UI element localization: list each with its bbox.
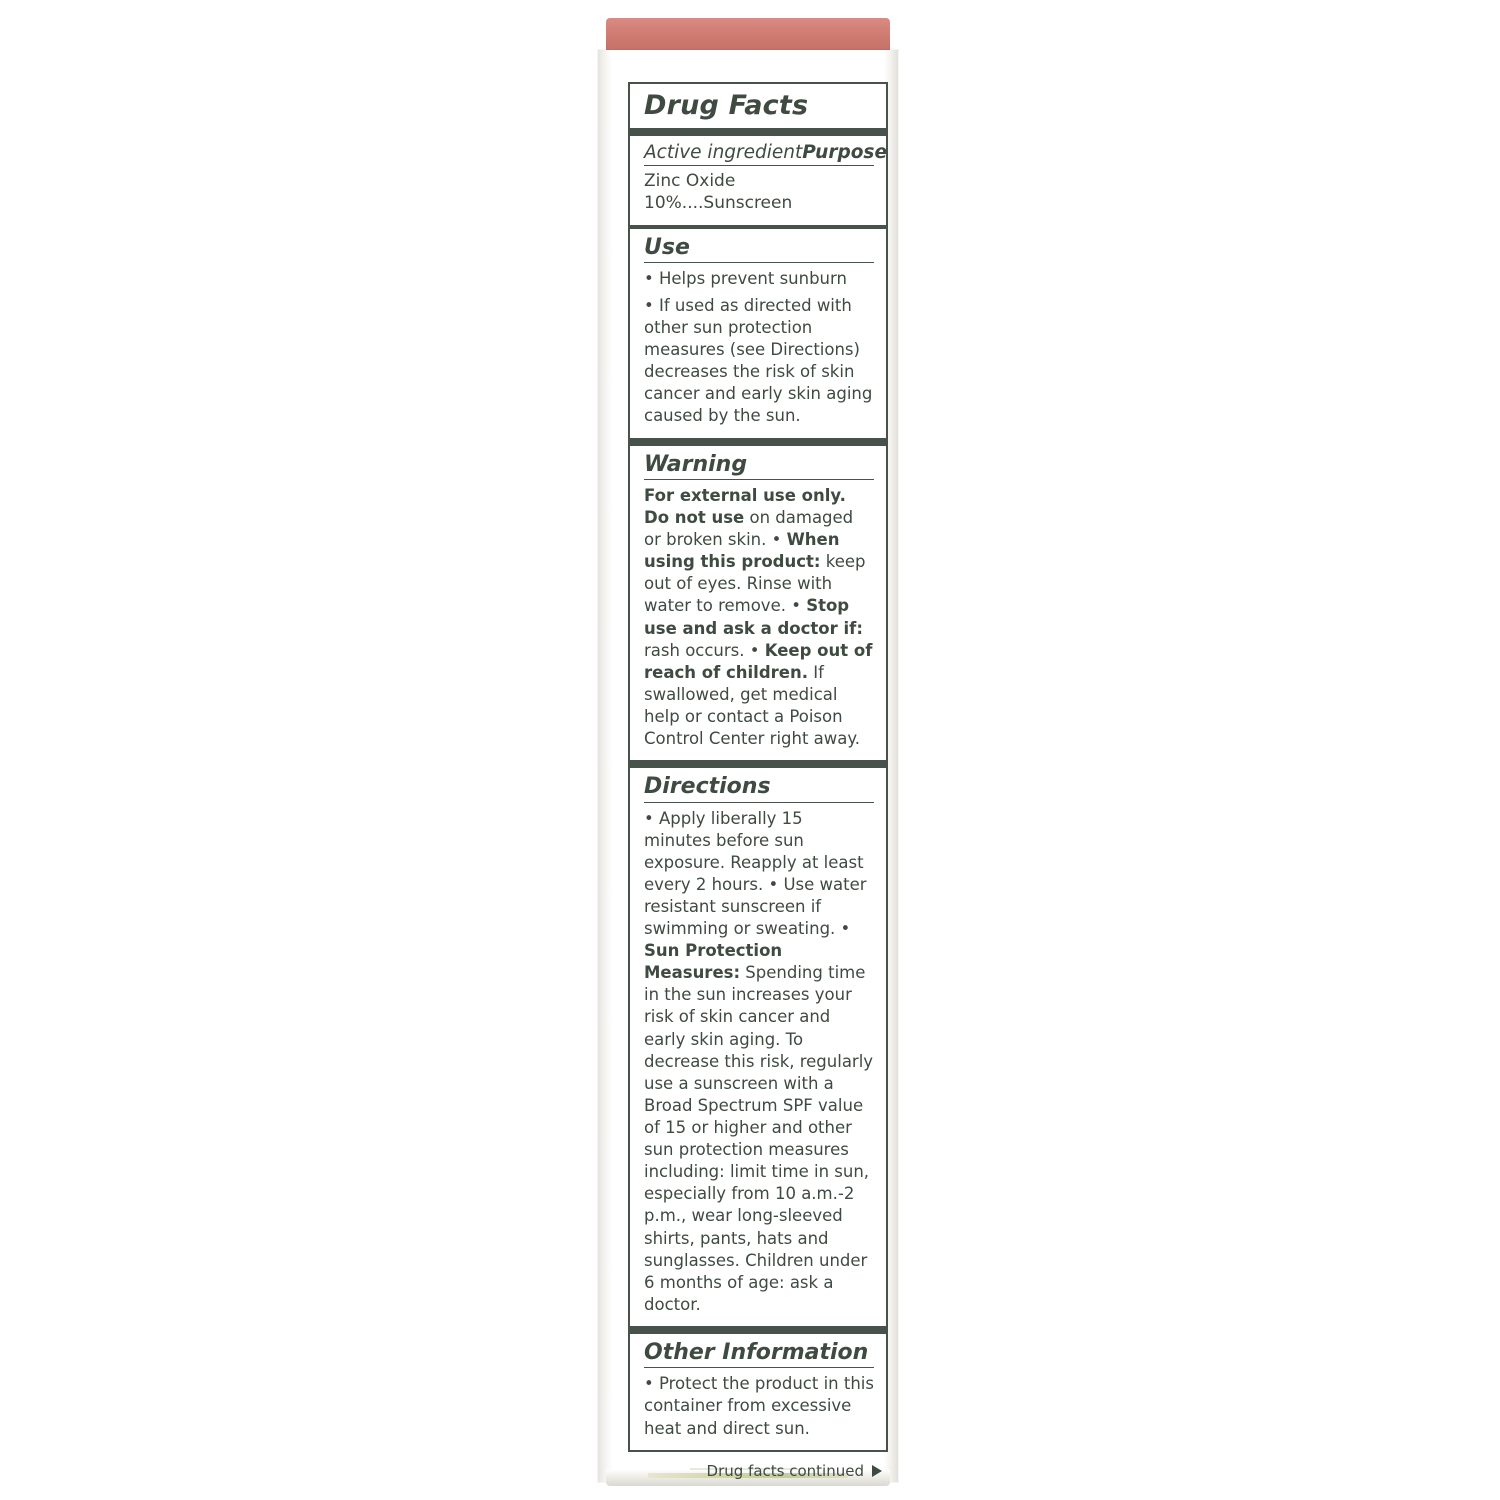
drug-facts-panel <box>628 82 888 1480</box>
other-information-body: • Protect the product in this container from excessive heat and direct sun. <box>644 1374 874 1438</box>
active-ingredient-value: Zinc Oxide 10%....Sunscreen <box>644 171 793 214</box>
warning-section <box>628 440 888 763</box>
other-information-section <box>628 1328 888 1452</box>
directions-heading: Directions <box>644 774 874 802</box>
drug-facts-continued-label: Drug facts continued <box>706 1461 864 1480</box>
drug-facts-continued-footer <box>628 1462 888 1480</box>
use-bullet-2: • If used as directed with other sun protection measures (see Directions) decreases the risk of skin cancer and early skin aging caused by the sun. <box>644 295 873 426</box>
use-heading: Use <box>644 235 874 263</box>
warning-heading: Warning <box>644 452 874 480</box>
warning-body: For external use only. Do not use on damaged or broken skin. • When using this product: keep out of eyes. Rinse with water to remove. • Stop use and ask a doctor if: rash occurs. • Keep out of reach of children. If swallowed, get medical help or contact a Poison Control Center right away. <box>644 485 873 749</box>
purpose-label: Purpose <box>802 142 887 164</box>
active-ingredient-section <box>628 130 888 226</box>
drug-facts-title: Drug Facts <box>644 90 809 121</box>
package-left-shading <box>598 50 612 1482</box>
product-package <box>598 18 898 1488</box>
directions-body: • Apply liberally 15 minutes before sun exposure. Reapply at least every 2 hours. • Use water resistant sunscreen if swimming or sweating. • Sun Protection Measures: Spending time in the sun increases your risk of skin cancer and early skin aging. To decrease this risk, regularly use a sunscreen with a Broad Spectrum SPF value of 15 or higher and other sun protection measures including: limit time in sun, especially from 10 a.m.-2 p.m., wear long-sleeved shirts, pants, hats and sunglasses. Children under 6 months of age: ask a doctor. <box>644 808 874 1314</box>
use-section <box>628 227 888 440</box>
active-ingredient-label: Active ingredient <box>644 142 803 164</box>
other-information-heading: Other Information <box>644 1340 874 1368</box>
use-bullet-1: • Helps prevent sunburn <box>644 268 847 288</box>
package-top-edge <box>606 18 890 52</box>
active-ingredient-header-row <box>644 142 887 166</box>
drug-facts-title-box <box>628 82 888 130</box>
triangle-right-icon <box>872 1465 882 1477</box>
directions-section <box>628 762 888 1328</box>
